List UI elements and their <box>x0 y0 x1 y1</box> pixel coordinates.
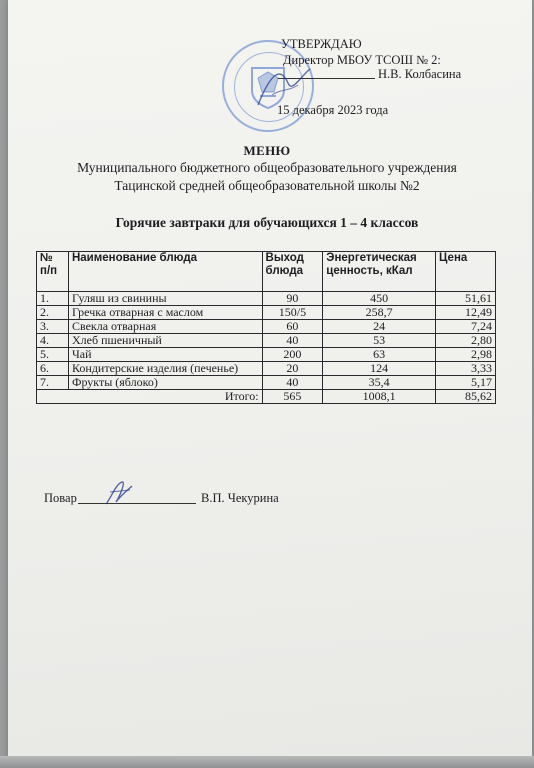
dish-output: 150/5 <box>262 306 323 320</box>
total-label: Итого: <box>37 390 263 404</box>
cook-label: Повар <box>44 491 77 505</box>
table-header-row <box>37 252 496 292</box>
director-signature-icon <box>250 55 320 115</box>
header-output: Выход блюда <box>262 252 323 292</box>
header-price: Цена <box>436 252 496 292</box>
dish-price: 3,33 <box>436 362 496 376</box>
table-row <box>37 292 496 306</box>
dish-energy: 450 <box>323 292 436 306</box>
menu-table <box>36 251 496 404</box>
header-dish-name: Наименование блюда <box>68 252 262 292</box>
dish-name: Хлеб пшеничный <box>68 334 262 348</box>
table-row <box>37 362 496 376</box>
dish-energy: 63 <box>323 348 436 362</box>
row-number: 3. <box>37 320 69 334</box>
dish-name: Гуляш из свинины <box>68 292 262 306</box>
table-row <box>37 306 496 320</box>
dish-name: Кондитерские изделия (печенье) <box>68 362 262 376</box>
dish-price: 5,17 <box>436 376 496 390</box>
dish-energy: 35,4 <box>323 376 436 390</box>
dish-name: Гречка отварная с маслом <box>68 306 262 320</box>
dish-price: 2,98 <box>436 348 496 362</box>
dish-name: Свекла отварная <box>68 320 262 334</box>
dish-output: 20 <box>262 362 323 376</box>
dish-price: 51,61 <box>436 292 496 306</box>
total-price: 85,62 <box>436 390 496 404</box>
approval-name: Н.В. Колбасина <box>378 67 462 81</box>
dish-output: 40 <box>262 334 323 348</box>
dish-energy: 258,7 <box>323 306 436 320</box>
page-edge <box>0 756 534 768</box>
dish-output: 200 <box>262 348 323 362</box>
approval-date: 15 декабря 2023 года <box>277 103 389 117</box>
row-number: 1. <box>37 292 69 306</box>
total-output: 565 <box>262 390 323 404</box>
dish-output: 60 <box>262 320 323 334</box>
organization-line-2: Тацинской средней общеобразовательной школы №2 <box>114 178 420 193</box>
total-energy: 1008,1 <box>323 390 436 404</box>
dish-name: Фрукты (яблоко) <box>68 376 262 390</box>
dish-name: Чай <box>68 348 262 362</box>
menu-title: МЕНЮ <box>243 143 291 158</box>
dish-energy: 124 <box>323 362 436 376</box>
dish-output: 90 <box>262 292 323 306</box>
row-number: 5. <box>37 348 69 362</box>
table-row <box>37 320 496 334</box>
organization-line-1: Муниципального бюджетного общеобразовательного учреждения <box>77 160 457 175</box>
header-energy: Энергетическая ценность, кКал <box>323 252 436 292</box>
dish-output: 40 <box>262 376 323 390</box>
row-number: 6. <box>37 362 69 376</box>
table-row <box>37 334 496 348</box>
row-number: 4. <box>37 334 69 348</box>
cook-signature-line <box>78 503 196 504</box>
dish-price: 7,24 <box>436 320 496 334</box>
dish-price: 2,80 <box>436 334 496 348</box>
menu-subtitle: Горячие завтраки для обучающихся 1 – 4 классов <box>115 215 419 230</box>
table-row <box>37 376 496 390</box>
table-row <box>37 348 496 362</box>
cook-signature-icon <box>102 478 136 508</box>
cook-name: В.П. Чекурина <box>201 491 279 505</box>
header-number: № п/п <box>37 252 69 292</box>
row-number: 7. <box>37 376 69 390</box>
dish-energy: 53 <box>323 334 436 348</box>
approval-position: Директор МБОУ ТСОШ № 2: <box>283 53 441 67</box>
table-total-row <box>37 390 496 404</box>
approval-title: УТВЕРЖДАЮ <box>281 37 362 51</box>
row-number: 2. <box>37 306 69 320</box>
dish-energy: 24 <box>323 320 436 334</box>
dish-price: 12,49 <box>436 306 496 320</box>
